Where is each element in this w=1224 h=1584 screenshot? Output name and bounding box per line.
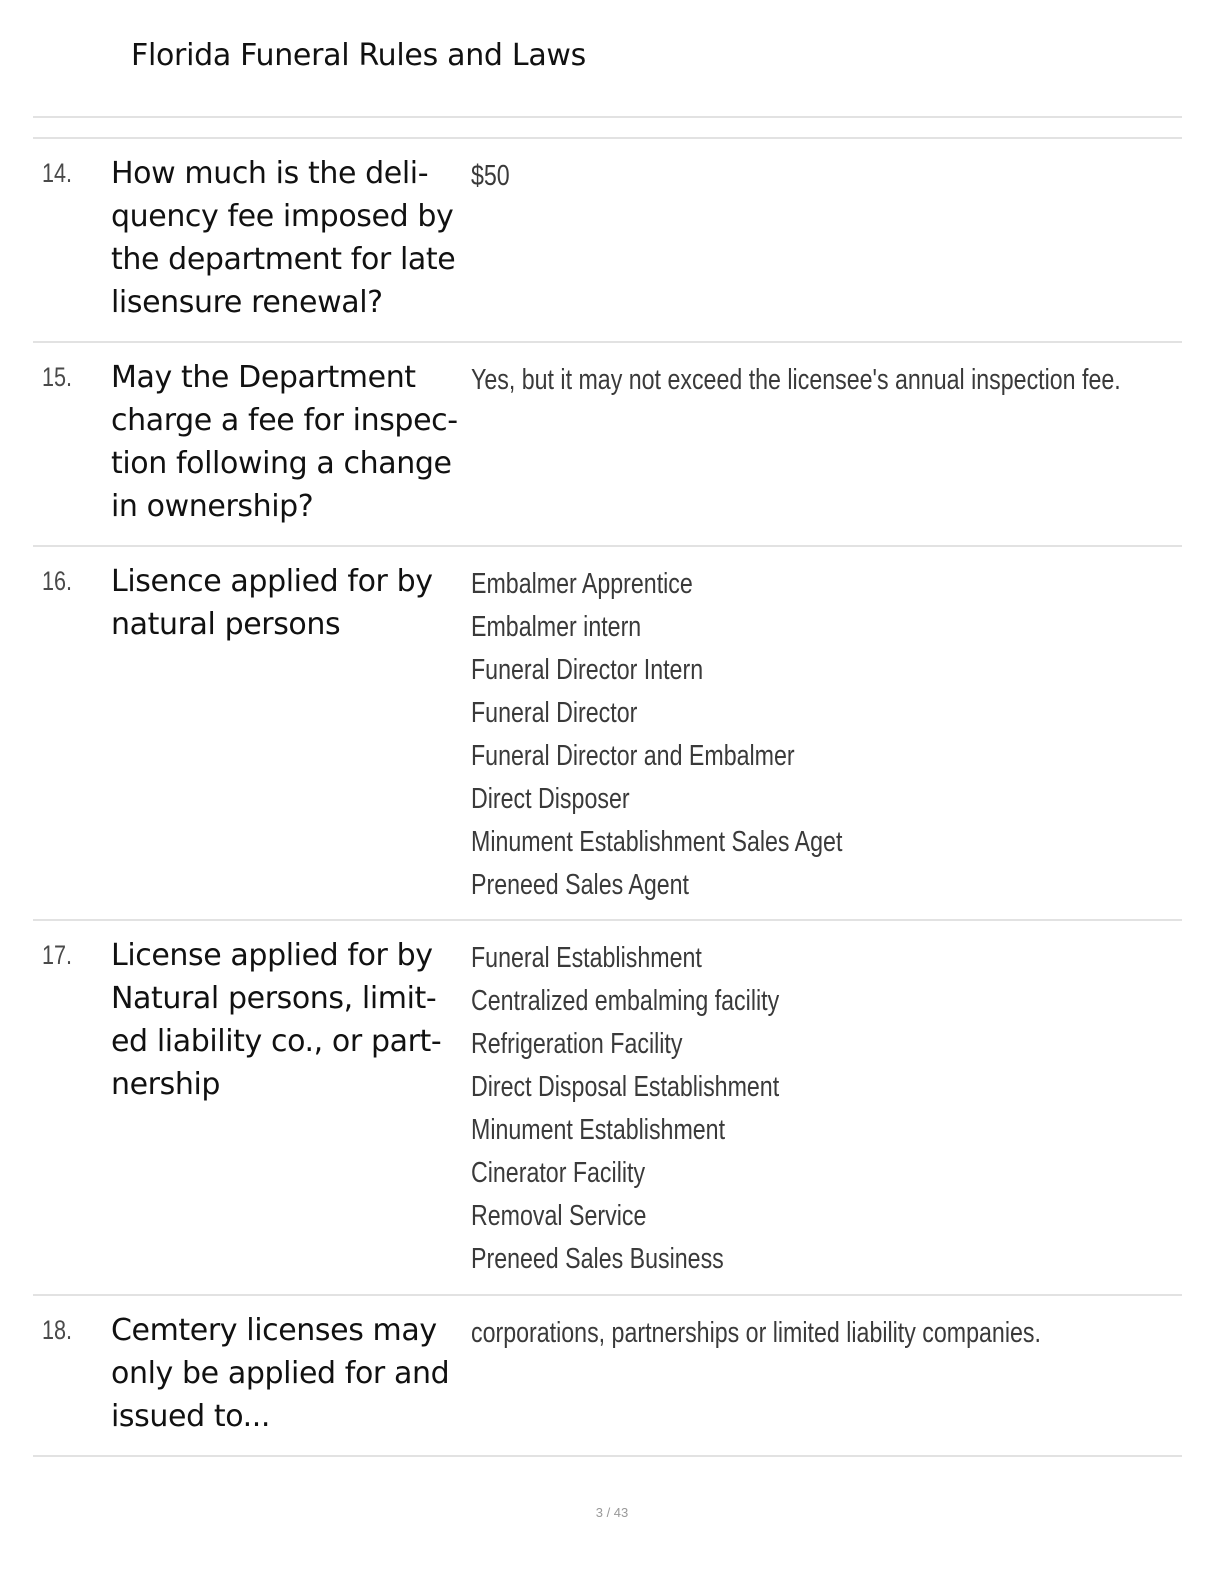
page-title: Florida Funeral Rules and Laws (131, 38, 586, 73)
answer-line: Embalmer Apprentice (471, 568, 693, 600)
answer-line: Centralized embalming facility (471, 985, 780, 1017)
card-14 (33, 139, 1182, 343)
card-answer (471, 563, 1191, 907)
card-question: How much is the deli-quency fee imposed by the department for late lisensure renewal? (111, 156, 456, 320)
card-answer (471, 155, 1191, 198)
card-18 (33, 1296, 1182, 1457)
answer-line: Funeral Director and Embalmer (471, 740, 795, 772)
card-15 (33, 343, 1182, 547)
card-number: 17. (42, 940, 73, 970)
card-answer (471, 937, 1191, 1281)
answer-line: Direct Disposer (471, 783, 630, 815)
card-answer (471, 359, 1191, 402)
card-number: 14. (42, 158, 73, 188)
answer-line: Funeral Director Intern (471, 654, 704, 686)
card-number: 16. (42, 566, 73, 596)
answer-line: Refrigeration Facility (471, 1028, 683, 1060)
answer-line: Direct Disposal Establishment (471, 1071, 780, 1103)
divider (33, 116, 1182, 118)
page-number: 3 / 43 (595, 1505, 629, 1520)
card-question: License applied for by Natural persons, limit-ed liability co., or part-nership (111, 938, 442, 1102)
answer-line: Yes, but it may not exceed the licensee's annual inspection fee. (471, 364, 1121, 396)
answer-line: Minument Establishment Sales Aget (471, 826, 843, 858)
card-17 (33, 921, 1182, 1296)
card-question: May the Department charge a fee for inspec-tion following a change in ownership? (111, 360, 458, 524)
card-number: 15. (42, 362, 73, 392)
answer-line: corporations, partnerships or limited liability companies. (471, 1317, 1041, 1349)
answer-line: Cinerator Facility (471, 1157, 646, 1189)
card-16 (33, 547, 1182, 921)
card-answer (471, 1312, 1191, 1355)
answer-line: Funeral Establishment (471, 942, 702, 974)
answer-line: Removal Service (471, 1200, 647, 1232)
answer-line: Preneed Sales Business (471, 1243, 724, 1275)
card-question: Lisence applied for by natural persons (111, 564, 433, 642)
answer-line: Minument Establishment (471, 1114, 726, 1146)
answer-line: Embalmer intern (471, 611, 642, 643)
answer-line: Preneed Sales Agent (471, 869, 689, 901)
answer-line: $50 (471, 160, 510, 192)
card-number: 18. (42, 1315, 73, 1345)
answer-line: Funeral Director (471, 697, 638, 729)
card-question: Cemtery licenses may only be applied for and issued to... (111, 1313, 450, 1434)
